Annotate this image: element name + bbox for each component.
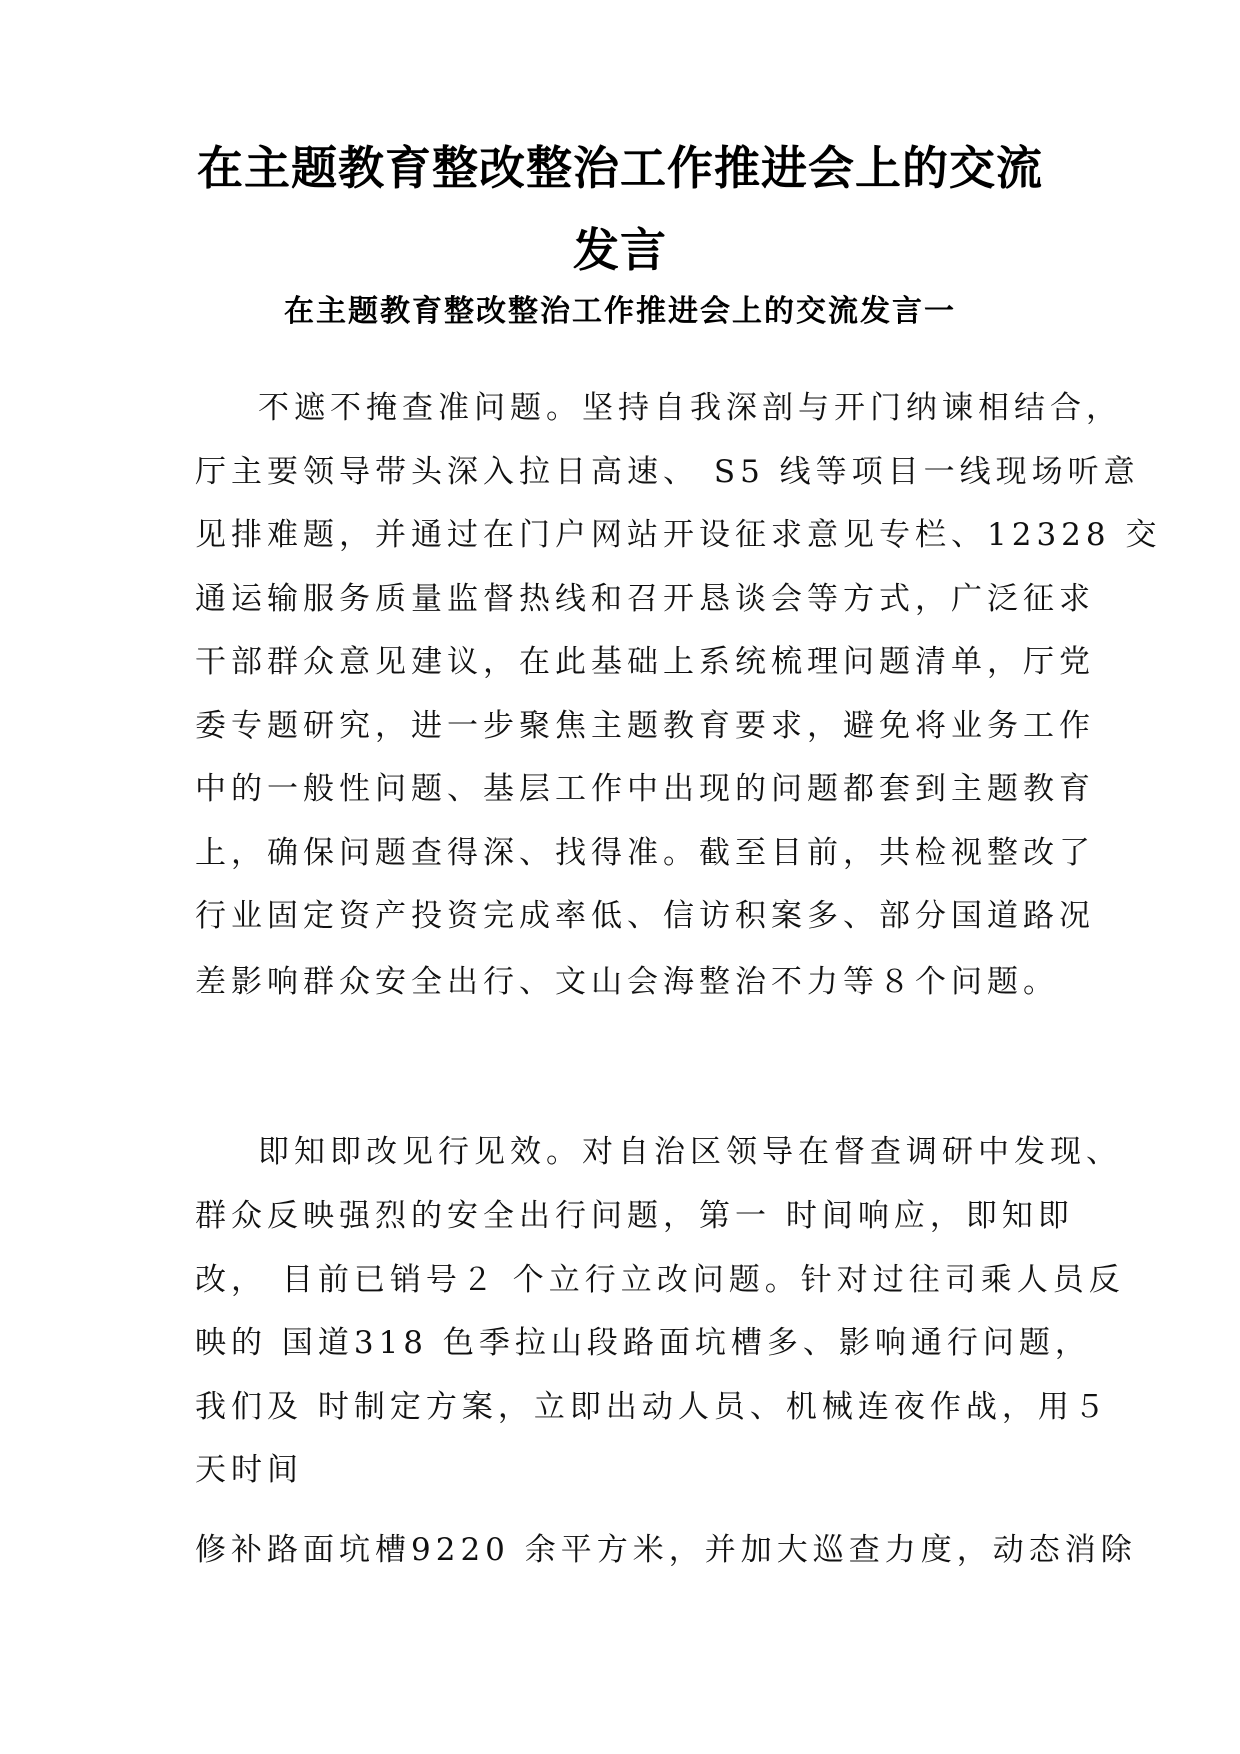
- paragraph-1-line: 厅主要领导带头深入拉日高速、 S5 线等项目一线现场听意: [195, 454, 1140, 490]
- paragraph-2-line: 修补路面坑槽9220 余平方米，并加大巡查力度，动态消除: [195, 1532, 1137, 1568]
- paragraph-2-line: 即知即改见行见效。对自治区领导在督查调研中发现、: [258, 1134, 1122, 1170]
- document-subtitle: 在主题教育整改整治工作推进会上的交流发言一: [284, 294, 956, 329]
- paragraph-2-line: 群众反映强烈的安全出行问题，第一 时间响应，即知即: [195, 1198, 1074, 1234]
- paragraph-1-line: 差影响群众安全出行、文山会海整治不力等８个问题。: [195, 964, 1059, 1000]
- document-title-line-2: 发言: [573, 223, 667, 277]
- paragraph-2-line: 改， 目前已销号２ 个立行立改问题。针对过往司乘人员反: [195, 1262, 1125, 1298]
- paragraph-2-line: 映的 国道318 色季拉山段路面坑槽多、影响通行问题，: [195, 1325, 1091, 1361]
- paragraph-1-line: 干部群众意见建议，在此基础上系统梳理问题清单，厅党: [195, 644, 1095, 680]
- paragraph-1-line: 中的一般性问题、基层工作中出现的问题都套到主题教育: [195, 771, 1095, 807]
- paragraph-1-line: 委专题研究，进一步聚焦主题教育要求，避免将业务工作: [195, 708, 1095, 744]
- paragraph-2-line: 天时间: [195, 1452, 303, 1488]
- document-title-line-1: 在主题教育整改整治工作推进会上的交流: [197, 141, 1043, 195]
- paragraph-1-line: 不遮不掩查准问题。坚持自我深剖与开门纳谏相结合，: [258, 390, 1122, 426]
- paragraph-1-line: 上，确保问题查得深、找得准。截至目前，共检视整改了: [195, 835, 1095, 871]
- paragraph-1-line: 行业固定资产投资完成率低、信访积案多、部分国道路况: [195, 898, 1095, 934]
- paragraph-2-line: 我们及 时制定方案，立即出动人员、机械连夜作战，用５: [195, 1389, 1110, 1425]
- paragraph-1-line: 通运输服务质量监督热线和召开恳谈会等方式，广泛征求: [195, 581, 1095, 617]
- paragraph-1-line: 见排难题，并通过在门户网站开设征求意见专栏、12328 交: [195, 517, 1162, 553]
